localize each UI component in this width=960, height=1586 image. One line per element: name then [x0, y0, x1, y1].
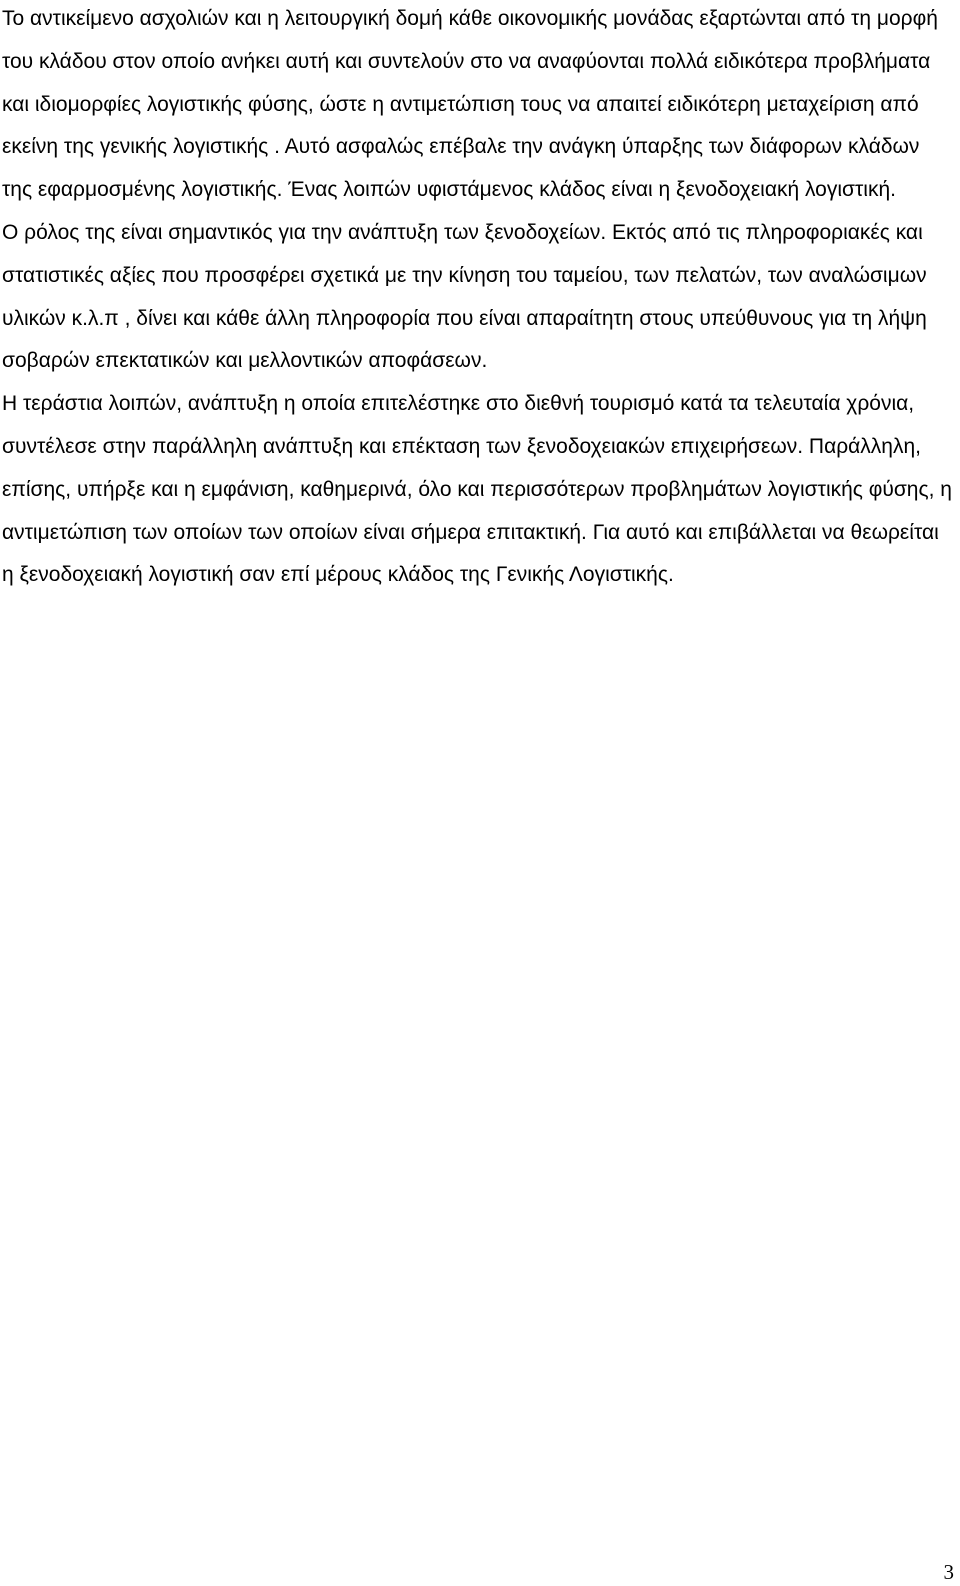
- paragraph-1: Το αντικείμενο ασχολιών και η λειτουργική δομή κάθε οικονομικής μονάδας εξαρτώνται από τη μορφή του κλάδου στον οποίο ανήκει αυτή και συντελούν στο να αναφύονται πολλά ειδικότερα προβλήματα και ιδιομορφίες λογιστικής φύσης, ώστε η αντιμετώπιση τους να απαιτεί ειδικότερη μεταχείριση από εκείνη της γενικής λογιστικής . Αυτό ασφαλώς επέβαλε την ανάγκη ύπαρξης των διάφορων κλάδων της εφαρμοσμένης λογιστικής. Ένας λοιπών υφιστάμενος κλάδος είναι η ξενοδοχειακή λογιστική.: [2, 7, 938, 202]
- paragraph-2: Ο ρόλος της είναι σημαντικός για την ανάπτυξη των ξενοδοχείων. Εκτός από τις πληροφοριακές και στατιστικές αξίες που προσφέρει σχετικά με την κίνηση του ταμείου, των πελατών, των αναλώσιμων υλικών κ.λ.π , δίνει και κάθε άλλη πληροφορία που είναι απαραίτητη στους υπεύθυνους για τη λήψη σοβαρών επεκτατικών και μελλοντικών αποφάσεων.: [2, 220, 927, 373]
- paragraph-3: Η τεράστια λοιπών, ανάπτυξη η οποία επιτελέστηκε στο διεθνή τουρισμό κατά τα τελευταία χρόνια, συντέλεσε στην παράλληλη ανάπτυξη και επέκταση των ξενοδοχειακών επιχειρήσεων. Παράλληλη, επίσης, υπήρξε και η εμφάνιση, καθημερινά, όλο και περισσότερων προβλημάτων λογιστικής φύσης, η αντιμετώπιση των οποίων των οποίων είναι σήμερα επιτακτική. Για αυτό και επιβάλλεται να θεωρείται η ξενοδοχειακή λογιστική σαν επί μέρους κλάδος της Γενικής Λογιστικής.: [2, 392, 952, 587]
- page-number: 3: [943, 1560, 954, 1584]
- document-body: [2, 0, 952, 597]
